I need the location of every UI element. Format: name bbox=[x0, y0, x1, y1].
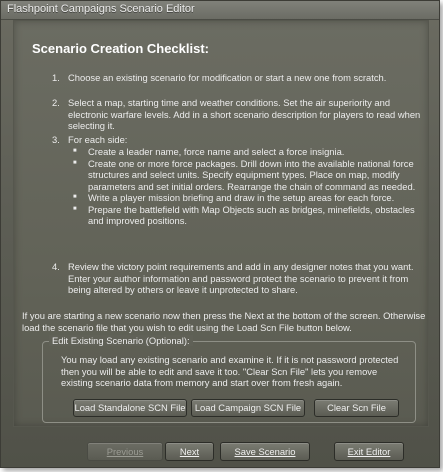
step-text: Review the victory point requirements and add in any designer notes that you want. Enter your author information and password protect the scenario to prevent it from being altered by others or leave it unprotected to share. bbox=[68, 261, 414, 295]
checklist-heading: Scenario Creation Checklist: bbox=[32, 41, 209, 56]
exit-editor-button[interactable] bbox=[334, 442, 404, 461]
step-text: Choose an existing scenario for modification or start a new one from scratch. bbox=[68, 72, 387, 83]
step-text: For each side: bbox=[68, 134, 128, 145]
step-number: 1. bbox=[52, 72, 60, 83]
exit-editor-button-label: Exit Editor bbox=[347, 446, 391, 457]
group-description: You may load any existing scenario and examine it. If it is not password protected then you will be able to edit and save it too. "Clear Scn File" lets you remove existing scenario data from memory and start over from fresh again. bbox=[61, 354, 399, 388]
next-button[interactable] bbox=[165, 442, 214, 461]
previous-button-label: Previous bbox=[106, 446, 144, 457]
bullet-item: ■ Write a player mission briefing and draw in the setup areas for each force. bbox=[68, 192, 418, 204]
bullet-item: ■ Create a leader name, force name and select a force insignia. bbox=[68, 146, 418, 158]
window-title: Flashpoint Campaigns Scenario Editor bbox=[7, 3, 195, 15]
bullet-item: ■ Prepare the battlefield with Map Objects such as bridges, minefields, obstacles and improved positions. bbox=[68, 204, 418, 227]
step-3-bullet-list bbox=[68, 146, 418, 227]
load-standalone-button[interactable]: Load Standalone SCN File bbox=[73, 399, 187, 417]
step-number: 4. bbox=[52, 261, 60, 272]
checklist-panel bbox=[13, 20, 429, 427]
step-text: Select a map, starting time and weather conditions. Set the air superiority and electronic warfare levels. Add in a short scenario description for players to read when selecting it. bbox=[68, 97, 421, 131]
group-legend: Edit Existing Scenario (Optional): bbox=[49, 335, 193, 346]
save-scenario-button[interactable] bbox=[220, 442, 310, 461]
next-button-label: Next bbox=[179, 446, 200, 457]
step-number: 2. bbox=[52, 97, 60, 108]
load-campaign-button[interactable]: Load Campaign SCN File bbox=[191, 399, 305, 417]
bullet-item: ■ Create one or more force packages. Drill down into the available national force structures and select units. Specify equipment types. Place on map, modify parameters and set initial orders. Rearrange the chain of command as needed. bbox=[68, 158, 418, 193]
edit-existing-group bbox=[42, 335, 416, 423]
previous-button[interactable] bbox=[87, 442, 163, 461]
save-scenario-button-label: Save Scenario bbox=[234, 446, 296, 457]
title-bar[interactable] bbox=[1, 1, 439, 20]
clear-scn-file-button[interactable]: Clear Scn File bbox=[314, 399, 399, 417]
step-number: 3. bbox=[52, 134, 60, 145]
instructions-note: If you are starting a new scenario now then press the Next at the bottom of the screen. Otherwise load the scenario file that you wish to edit using the Load Scn File button below. bbox=[22, 310, 426, 333]
